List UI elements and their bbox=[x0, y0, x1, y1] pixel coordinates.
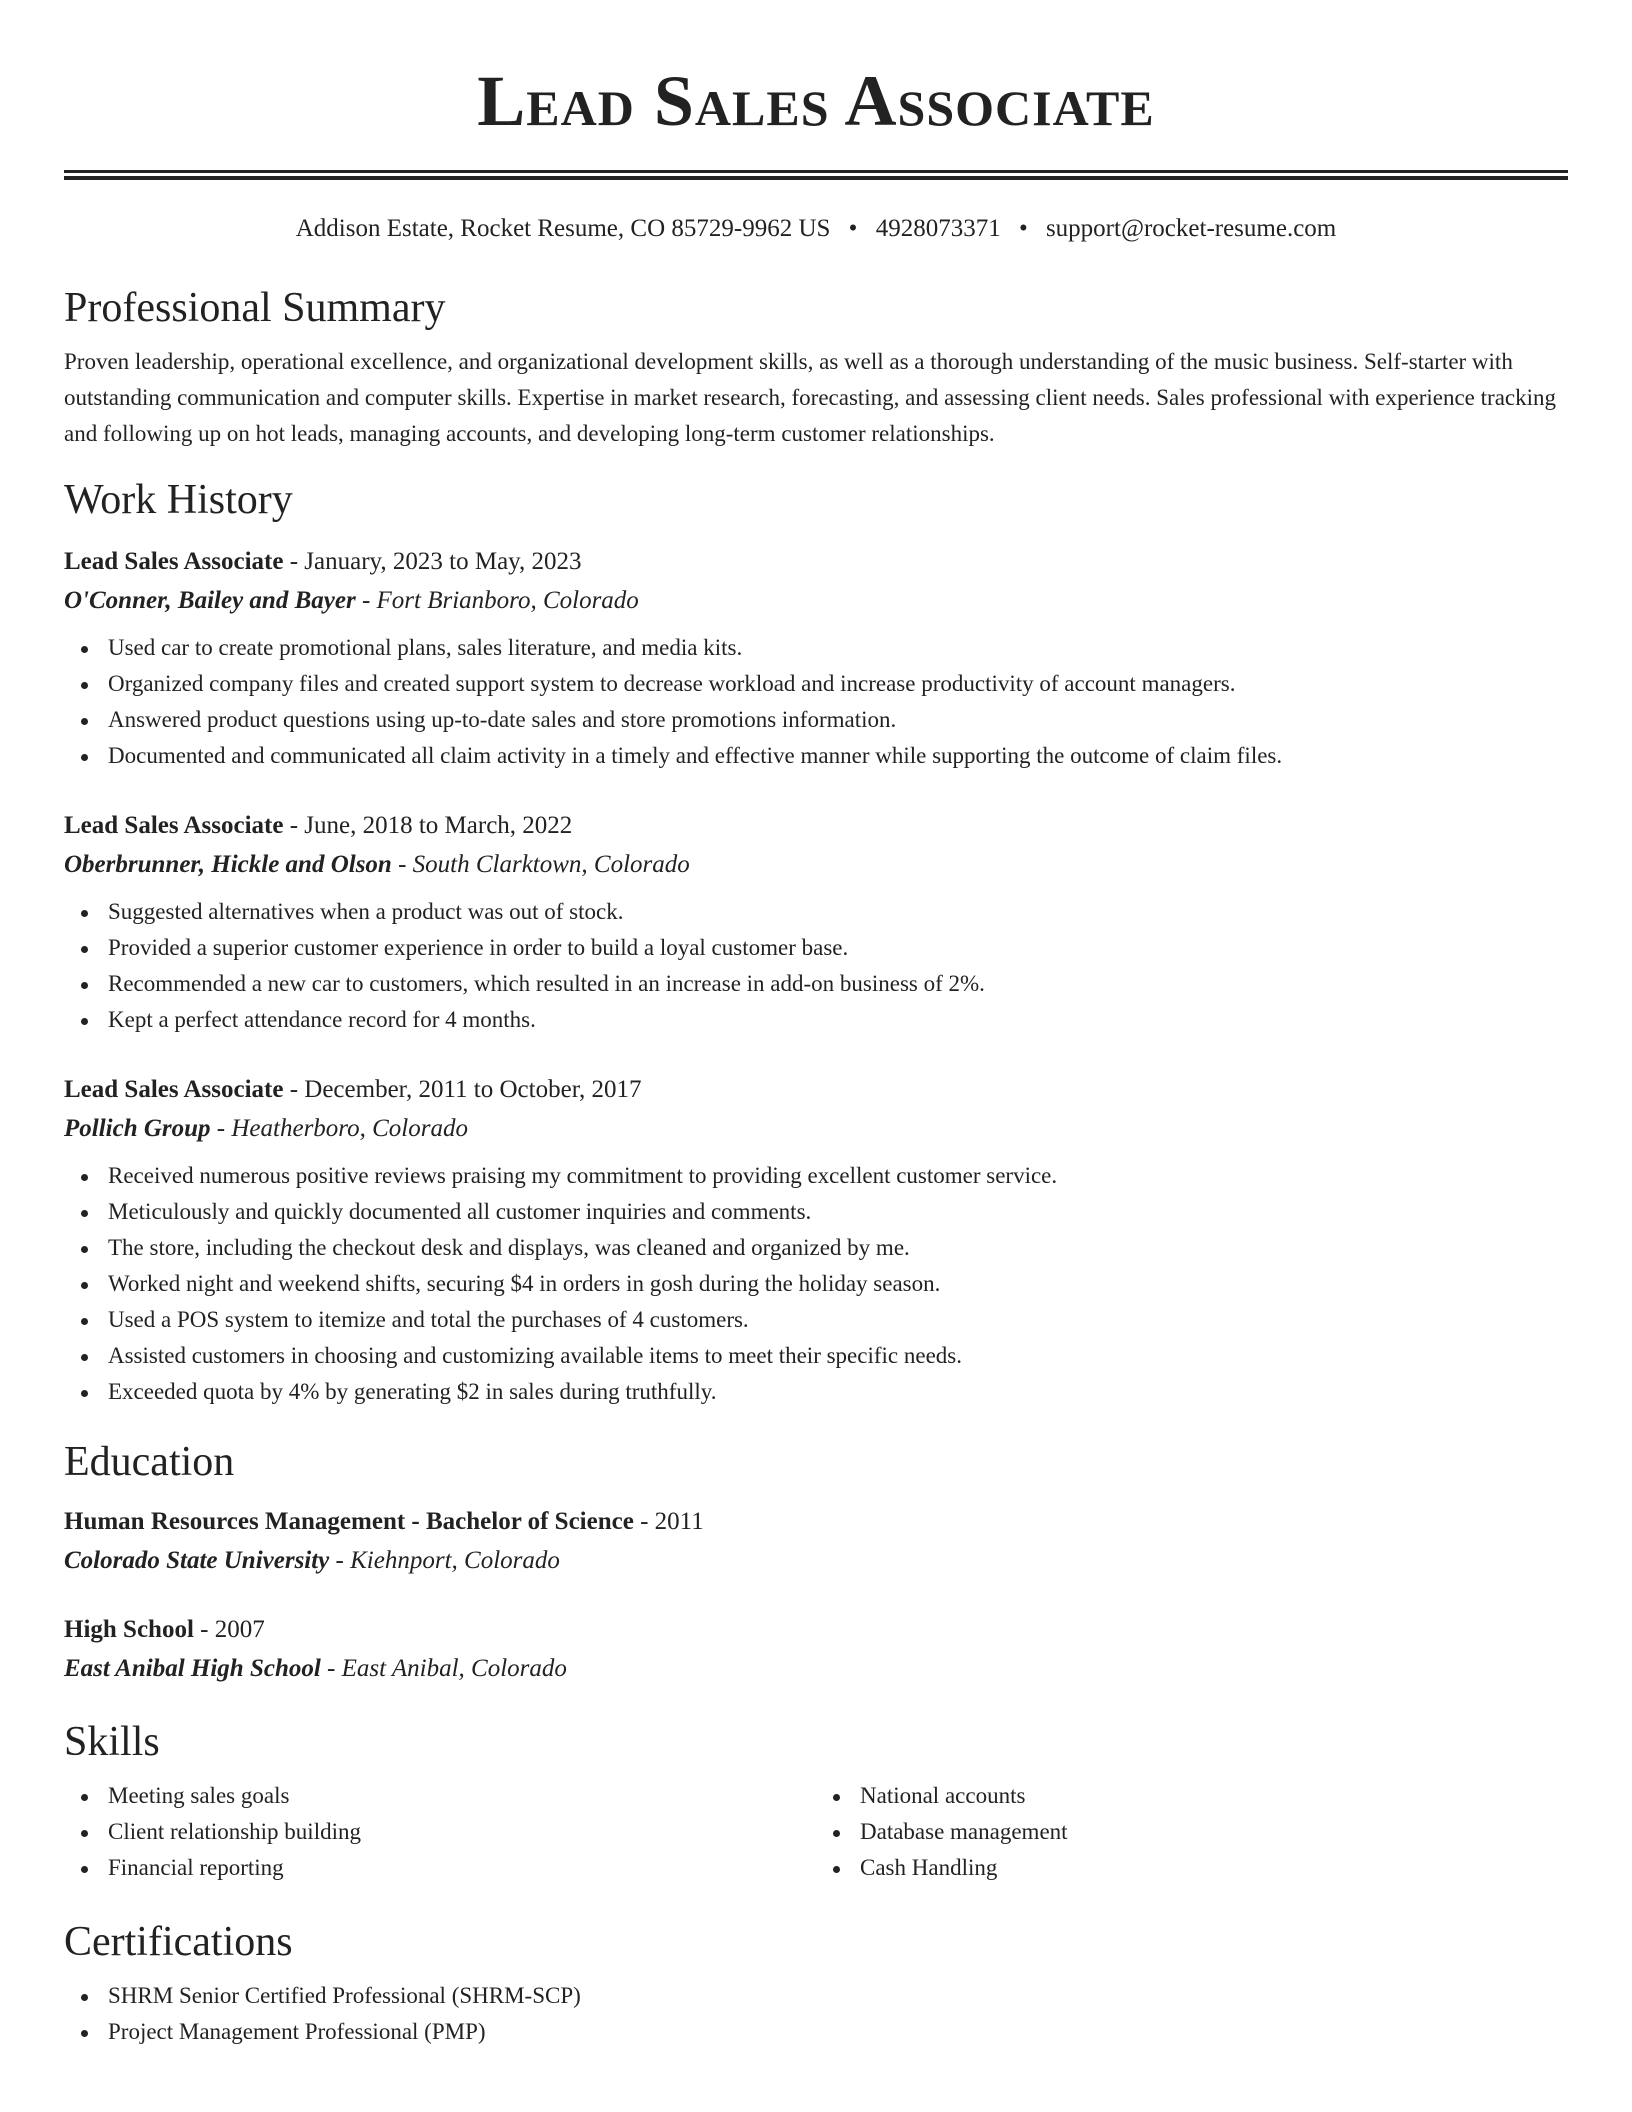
job-location: - Fort Brianboro, Colorado bbox=[355, 587, 639, 614]
contact-address: Addison Estate, Rocket Resume, CO 85729-9962 US bbox=[295, 215, 831, 242]
bullet-separator: • bbox=[1018, 215, 1028, 242]
education-degree-line bbox=[64, 1610, 1568, 1649]
section-title-skills: Skills bbox=[64, 1719, 160, 1765]
section-title-work-history: Work History bbox=[64, 477, 293, 523]
education-year: - 2011 bbox=[633, 1508, 704, 1535]
list-item: Used a POS system to itemize and total the purchases of 4 customers. bbox=[108, 1302, 1568, 1338]
list-item: Assisted customers in choosing and customizing available items to meet their specific needs. bbox=[108, 1338, 1568, 1374]
job-company-line bbox=[64, 581, 1568, 620]
job-role: Lead Sales Associate bbox=[64, 548, 284, 575]
skill-item: Financial reporting bbox=[108, 1850, 816, 1886]
list-item: The store, including the checkout desk and displays, was cleaned and organized by me. bbox=[108, 1230, 1568, 1266]
job-entry bbox=[64, 1070, 1568, 1410]
job-role: Lead Sales Associate bbox=[64, 1076, 284, 1103]
job-bullets bbox=[64, 630, 1568, 774]
job-title-line bbox=[64, 806, 1568, 845]
list-item: Received numerous positive reviews praising my commitment to providing excellent customer service. bbox=[108, 1158, 1568, 1194]
certifications-list bbox=[64, 1978, 1568, 2050]
job-entry bbox=[64, 806, 1568, 1038]
job-title-line bbox=[64, 542, 1568, 581]
job-company: Pollich Group bbox=[64, 1115, 211, 1142]
education-location: - East Anibal, Colorado bbox=[320, 1655, 567, 1682]
job-title-line bbox=[64, 1070, 1568, 1109]
job-entry bbox=[64, 542, 1568, 774]
job-bullets bbox=[64, 894, 1568, 1038]
summary-text: Proven leadership, operational excellence, and organizational development skills, as well as a thorough understanding of the music business. Self-starter with outstanding communication and computer skills. Expertise in market research, forecasting, and assessing client needs. Sales professional with experience tracking and following up on hot leads, managing accounts, and developing long-term customer relationships. bbox=[64, 349, 1557, 446]
skill-item: Meeting sales goals bbox=[108, 1778, 816, 1814]
education-year: - 2007 bbox=[193, 1616, 265, 1643]
education-location: - Kiehnport, Colorado bbox=[329, 1547, 560, 1574]
job-company-line bbox=[64, 1109, 1568, 1148]
contact-email: support@rocket-resume.com bbox=[1045, 215, 1337, 242]
section-title-certifications: Certifications bbox=[64, 1919, 293, 1965]
job-location: - Heatherboro, Colorado bbox=[210, 1115, 468, 1142]
education-degree-line bbox=[64, 1502, 1568, 1541]
list-item: Suggested alternatives when a product was out of stock. bbox=[108, 894, 1568, 930]
education-school: East Anibal High School bbox=[64, 1655, 321, 1682]
list-item: Provided a superior customer experience in order to build a loyal customer base. bbox=[108, 930, 1568, 966]
education-degree: High School bbox=[64, 1616, 194, 1643]
skill-item: Cash Handling bbox=[860, 1850, 1568, 1886]
header-double-rule bbox=[64, 170, 1568, 180]
resume-page bbox=[64, 0, 1568, 2050]
education-entry bbox=[64, 1610, 1568, 1688]
job-location: - South Clarktown, Colorado bbox=[391, 851, 690, 878]
job-dates: - June, 2018 to March, 2022 bbox=[283, 812, 573, 839]
list-item: Organized company files and created support system to decrease workload and increase productivity of account managers. bbox=[108, 666, 1568, 702]
list-item: Documented and communicated all claim activity in a timely and effective manner while supporting the outcome of claim files. bbox=[108, 738, 1568, 774]
resume-name: Lead Sales Associate bbox=[477, 61, 1155, 141]
list-item: Answered product questions using up-to-date sales and store promotions information. bbox=[108, 702, 1568, 738]
job-dates: - January, 2023 to May, 2023 bbox=[283, 548, 582, 575]
job-dates: - December, 2011 to October, 2017 bbox=[283, 1076, 642, 1103]
list-item: Worked night and weekend shifts, securing $4 in orders in gosh during the holiday season. bbox=[108, 1266, 1568, 1302]
education-entry bbox=[64, 1502, 1568, 1580]
section-title-summary: Professional Summary bbox=[64, 285, 446, 331]
contact-line bbox=[64, 212, 1568, 246]
skill-item: Database management bbox=[860, 1814, 1568, 1850]
section-title-education: Education bbox=[64, 1439, 235, 1485]
job-company-line bbox=[64, 845, 1568, 884]
bullet-separator: • bbox=[848, 215, 858, 242]
skills-right-column bbox=[816, 1778, 1568, 1886]
list-item: Used car to create promotional plans, sales literature, and media kits. bbox=[108, 630, 1568, 666]
job-company: O'Conner, Bailey and Bayer bbox=[64, 587, 356, 614]
education-school-line bbox=[64, 1649, 1568, 1688]
job-bullets bbox=[64, 1158, 1568, 1410]
education-degree: Human Resources Management - Bachelor of Science bbox=[64, 1508, 634, 1535]
certification-item: SHRM Senior Certified Professional (SHRM-SCP) bbox=[108, 1978, 1568, 2014]
list-item: Meticulously and quickly documented all customer inquiries and comments. bbox=[108, 1194, 1568, 1230]
skill-item: Client relationship building bbox=[108, 1814, 816, 1850]
education-school: Colorado State University bbox=[64, 1547, 330, 1574]
education-school-line bbox=[64, 1541, 1568, 1580]
list-item: Exceeded quota by 4% by generating $2 in sales during truthfully. bbox=[108, 1374, 1568, 1410]
contact-phone: 4928073371 bbox=[875, 215, 1001, 242]
list-item: Kept a perfect attendance record for 4 months. bbox=[108, 1002, 1568, 1038]
skills-left-column bbox=[64, 1778, 816, 1886]
job-role: Lead Sales Associate bbox=[64, 812, 284, 839]
skills-columns bbox=[64, 1778, 1568, 1886]
skill-item: National accounts bbox=[860, 1778, 1568, 1814]
certification-item: Project Management Professional (PMP) bbox=[108, 2014, 1568, 2050]
list-item: Recommended a new car to customers, which resulted in an increase in add-on business of 2%. bbox=[108, 966, 1568, 1002]
job-company: Oberbrunner, Hickle and Olson bbox=[64, 851, 392, 878]
